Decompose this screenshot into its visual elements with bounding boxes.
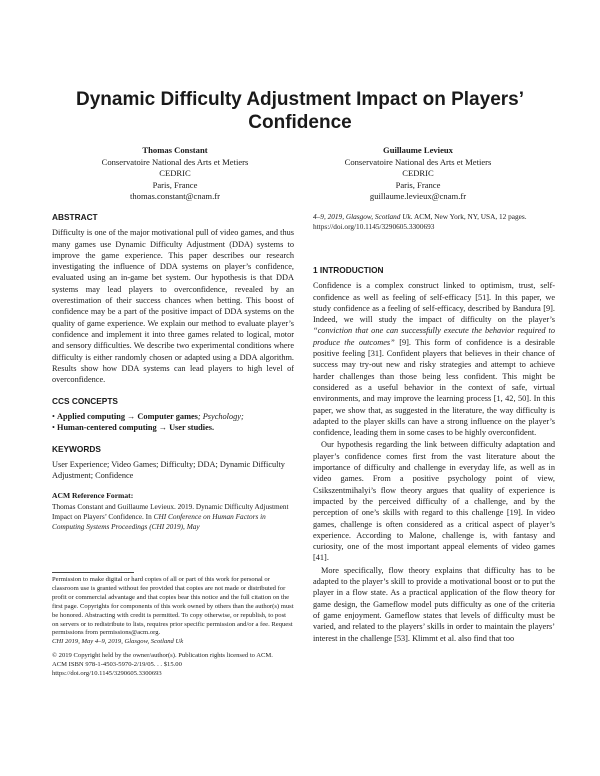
ccs-line-1: • Applied computing → Computer games; Psychology; bbox=[52, 411, 244, 421]
author-email[interactable]: thomas.constant@cnam.fr bbox=[129, 191, 220, 202]
copyright-line: © 2019 Copyright held by the owner/author(s). Publication rights licensed to ACM. bbox=[52, 652, 273, 660]
author-affiliation: Conservatoire National des Arts et Metiers bbox=[101, 156, 249, 167]
ccs-heading: CCS CONCEPTS bbox=[52, 396, 118, 407]
footnote-rule bbox=[52, 572, 134, 573]
keywords-heading: KEYWORDS bbox=[52, 444, 101, 455]
acm-ref-italic: CHI Conference on Human Factors in Computing Systems Proceedings (CHI 2019), May bbox=[52, 511, 266, 531]
author-org: CEDRIC bbox=[402, 168, 434, 179]
abstract-heading: ABSTRACT bbox=[52, 212, 98, 222]
acm-ref-heading: ACM Reference Format: bbox=[52, 491, 134, 501]
intro-paragraph-1 bbox=[313, 280, 555, 438]
ccs-term-1: Applied computing → Computer games bbox=[56, 411, 198, 421]
intro-paragraph-3: More specifically, flow theory explains that difficulty has to be adapted to the player’s skill to provide a motivational boost or to put the player in a flow state. As a practical application of the flow theory for game design, the Gameflow model puts difficulty as one of the criteria of game enjoyment. Gameflow states that levels of difficulty must be varied, and related to the players’ skills in order to maintain the players’ interest in the challenge [53]. Klimmt et al. also find that too bbox=[313, 565, 555, 643]
acm-ref-cont-rest: . ACM, New York, NY, USA, 12 pages. https://doi.org/10.1145/3290605.3300693 bbox=[313, 212, 527, 231]
title-line-1: Dynamic Difficulty Adjustment Impact on Players’ bbox=[75, 89, 524, 110]
isbn-line: ACM ISBN 978-1-4503-5970-2/19/05. . . $15.00 bbox=[52, 661, 182, 669]
introduction-heading: 1 INTRODUCTION bbox=[313, 265, 384, 275]
ccs-line-2: • Human-centered computing → User studies. bbox=[52, 423, 215, 433]
footnote-block bbox=[52, 576, 294, 679]
doi-line[interactable]: https://doi.org/10.1145/3290605.3300693 bbox=[52, 670, 162, 678]
author-name: Thomas Constant bbox=[142, 145, 208, 155]
author-block-2 bbox=[303, 145, 533, 203]
ccs-term-1-rest: ; Psychology; bbox=[197, 411, 244, 421]
venue-line: CHI 2019, May 4–9, 2019, Glasgow, Scotland Uk bbox=[52, 638, 184, 646]
left-column bbox=[52, 212, 294, 532]
intro-paragraph-2: Our hypothesis regarding the link between difficulty adaptation and player’s confidence comes first from the vast literature about the importance of difficulty and challenge in everyday life, as well as in video games. From a positive psychology point of view, Csikszentmihalyi’s flow theory argues that quality of experience is impacted by the perceived difficulty of a challenge, and by the perception of one’s skills with regard to this challenge [19]. In video games, challenge is often considered as a critical aspect of player’s experience. According to Malone, challenge is, with fantasy and curiosity, one of the most important appeal elements of video games [41]. bbox=[313, 440, 555, 563]
abstract-text: Difficulty is one of the major motivational pull of video games, and thus many games use Dynamic Difficulty Adjustment (DDA) systems to improve the game experience. This paper describes our research investigating the influence of DDA systems on player’s confidence, evaluated using an in-game bet system. Our hypothesis is that DDA systems may lead players to overconfidence, revealed by an overestimation of their success chances when betting. This boost of confidence may be a part of the positive impact of DDA systems on the quality of game experience. We explain our method to evaluate player’s confidence and implement it into three games related to logical, motor and sensory difficulties. We describe two experimental conditions where difficulty is either randomly chosen or adapted using a DDA algorithm. Results show how DDA systems can lead players to high level of overconfidence. bbox=[52, 228, 294, 385]
author-org: CEDRIC bbox=[159, 168, 191, 179]
acm-ref-cont-italic: 4–9, 2019, Glasgow, Scotland Uk bbox=[313, 212, 411, 221]
title-line-2: Confidence bbox=[248, 112, 352, 133]
keywords-text: User Experience; Video Games; Difficulty; DDA; Dynamic Difficulty Adjustment; Confidence bbox=[52, 459, 285, 480]
ccs-term-2: Human-centered computing → User studies. bbox=[56, 423, 215, 433]
author-email[interactable]: guillaume.levieux@cnam.fr bbox=[369, 191, 467, 202]
author-location: Paris, France bbox=[395, 179, 441, 190]
intro-p1-part-a: Confidence is a complex construct linked to optimism, trust, self-confidence as well as feeling of self-efficacy [51]. In this paper, we study confidence as a feeling of self-efficacy, described by Bandura [9]. Indeed, we will study the impact of difficulty on the player’s bbox=[313, 281, 555, 325]
author-location: Paris, France bbox=[152, 179, 198, 190]
paper-title bbox=[40, 88, 560, 134]
acm-ref-text bbox=[52, 502, 294, 532]
author-block-1 bbox=[60, 145, 290, 203]
acm-ref-continued bbox=[313, 212, 555, 232]
acm-ref-plain: Thomas Constant and Guillaume Levieux. 2019. Dynamic Difficulty Adjustment Impact on Players’ Confidence. In bbox=[52, 501, 289, 521]
author-affiliation: Conservatoire National des Arts et Metiers bbox=[344, 156, 492, 167]
author-name: Guillaume Levieux bbox=[383, 145, 453, 155]
intro-p1-part-b: [9]. This form of confidence is a desirable positive feeling [31]. Confident players that believes in their chance of success may try-out new and risky strategies and attempt to achieve harder challenges than those being less confident. This might be considered as a useful behavior in the context of safe, virtual environments, and may improve the learning process [1, 42, 50]. In this paper, we show that, as suggested in the literature, the way difficulty is adapted to the player skills can have a strong influence on the player’s confidence, leading them in some cases to be highly overconfident. bbox=[313, 337, 555, 438]
permission-notice: Permission to make digital or hard copies of all or part of this work for personal or classroom use is granted without fee provided that copies are not made or distributed for profit or commercial advantage and that copies bear this notice and the full citation on the first page. Copyrights for components of this work owned by others than the author(s) must be honored. Abstracting with credit is permitted. To copy otherwise, or republish, to post on servers or to redistribute to lists, requires prior specific permission and/or a fee. Request permissions from permissions@acm.org. bbox=[52, 576, 294, 637]
intro-p1-quote: “conviction that one can successfully execute the behavior required to produce the outcomes” bbox=[313, 326, 555, 347]
right-column bbox=[313, 212, 555, 644]
